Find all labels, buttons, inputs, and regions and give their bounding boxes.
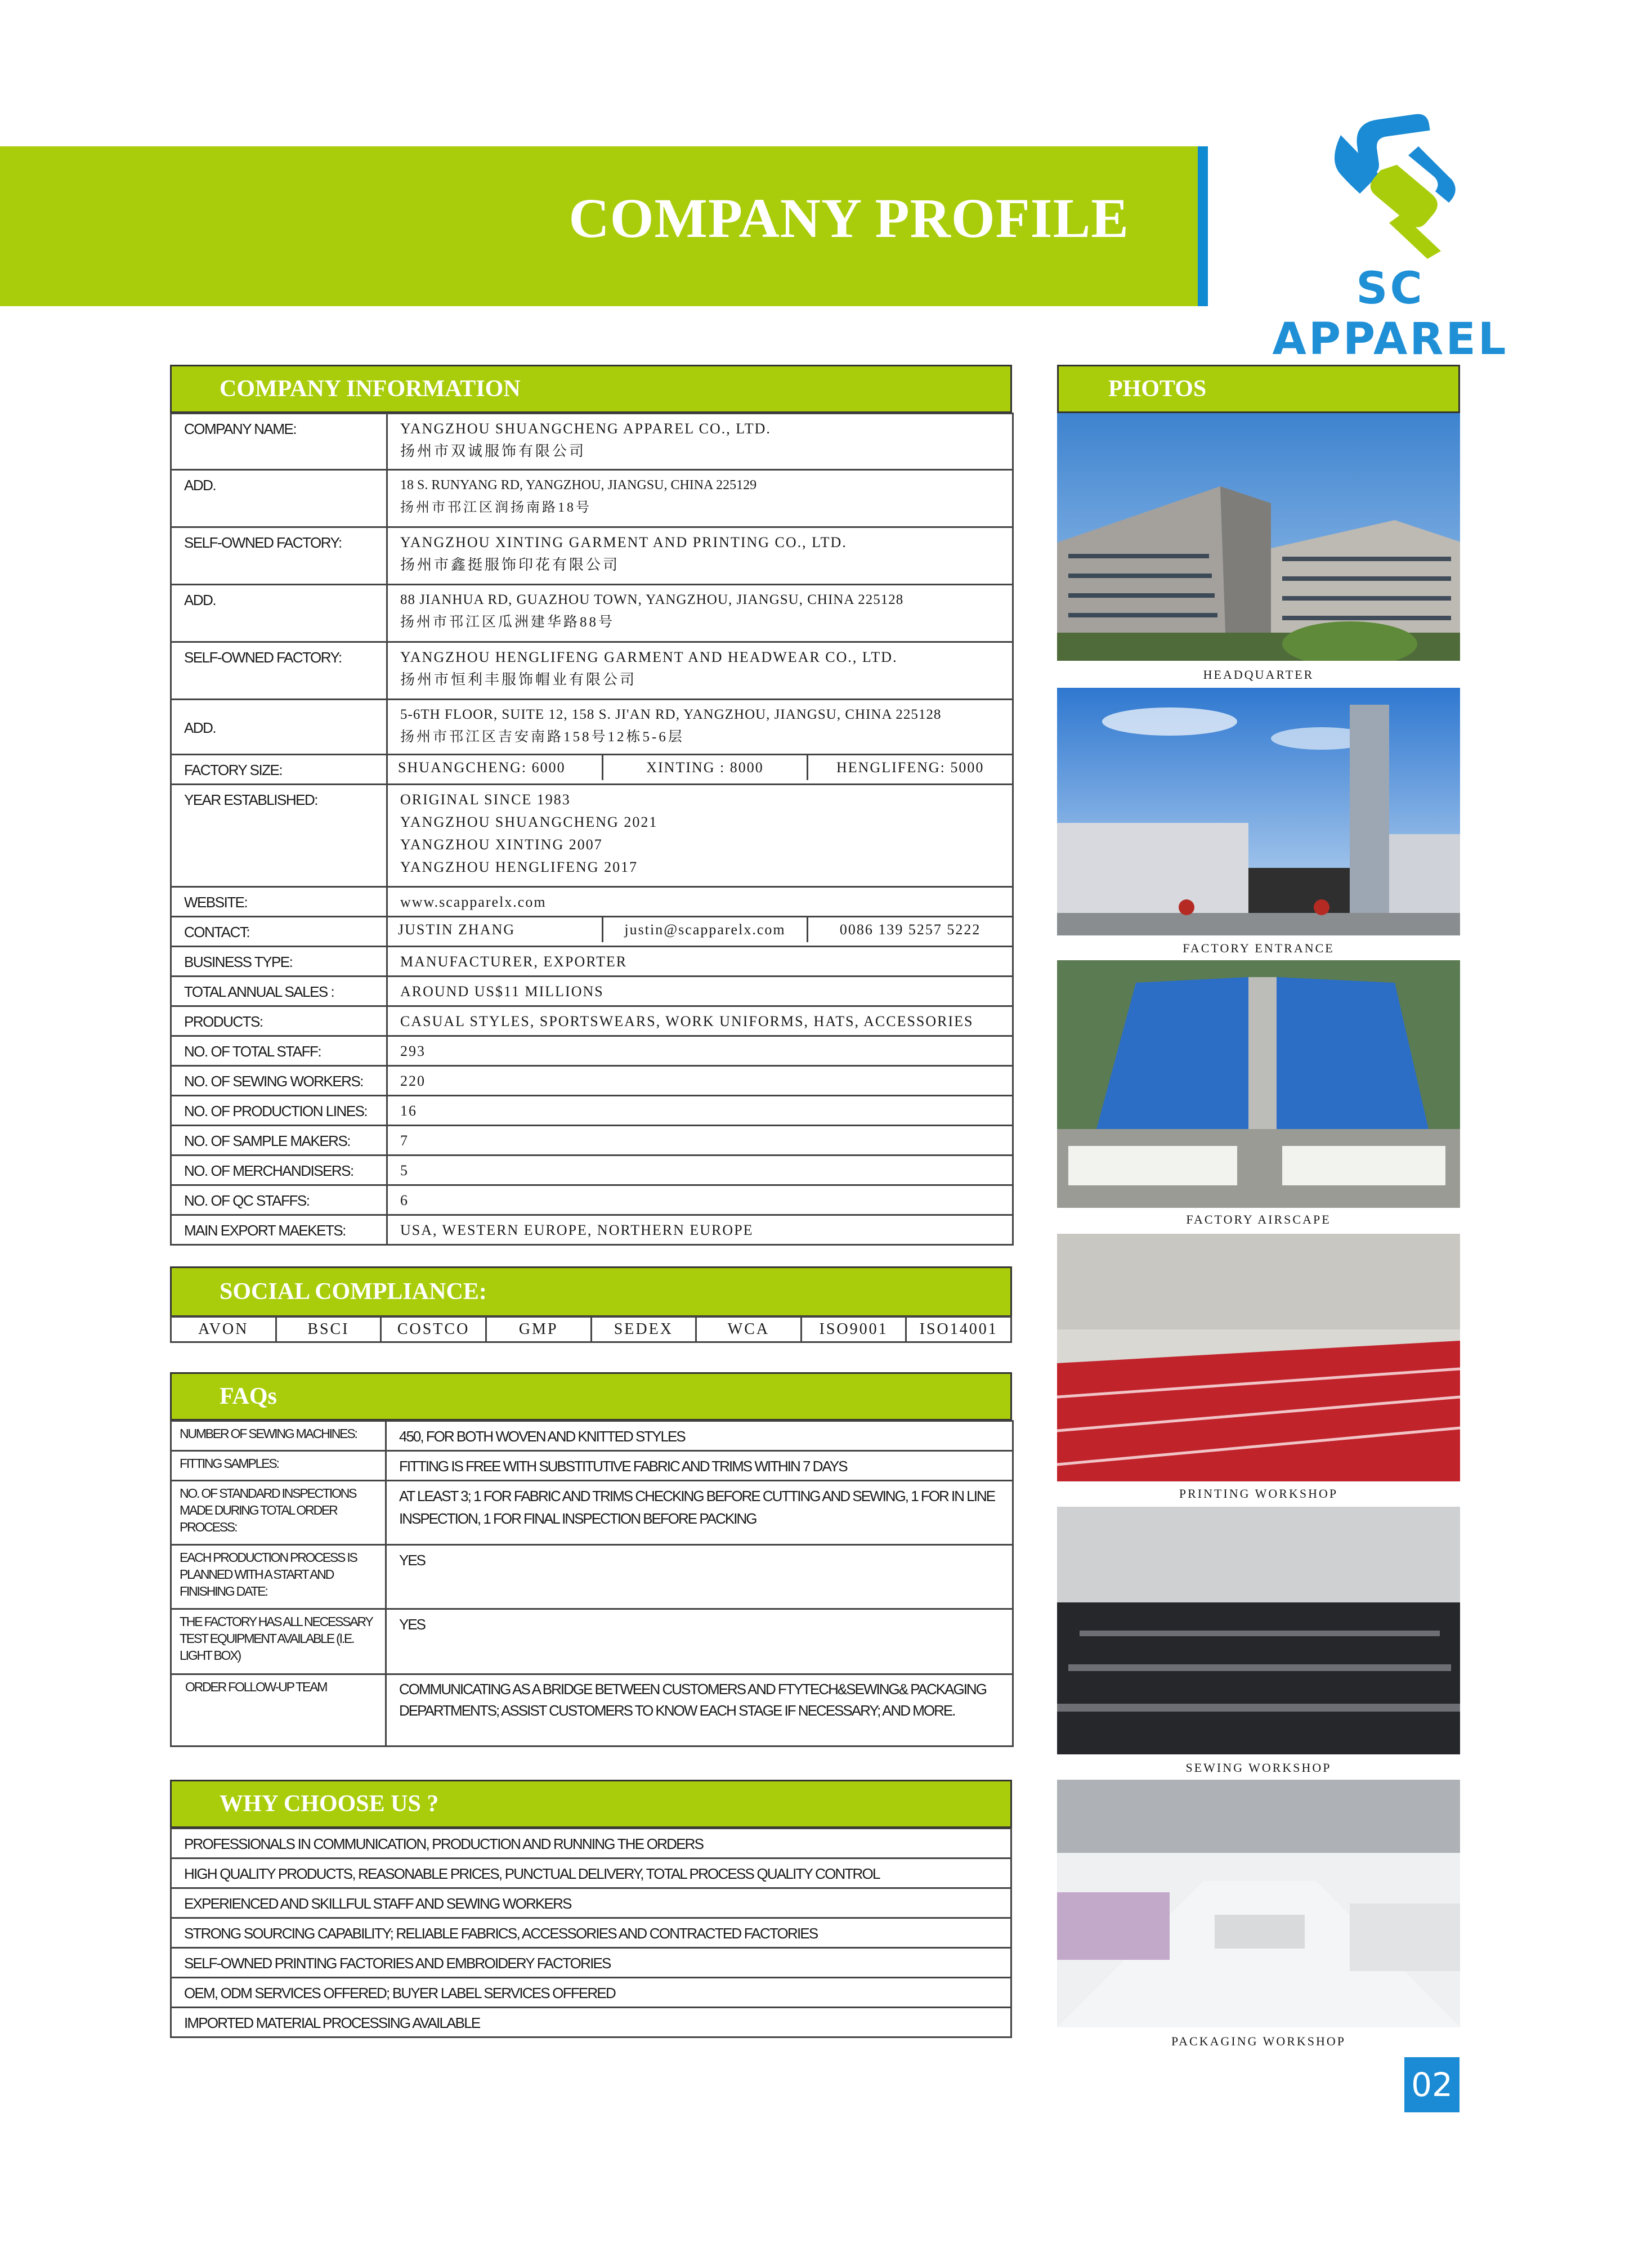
value-cn: 扬州市双诚服饰有限公司	[400, 443, 587, 459]
faq-question: THE FACTORY HAS ALL NECESSARY TEST EQUIPMENT AVAILABLE (I.E. LIGHT BOX)	[171, 1609, 386, 1674]
faqs-table	[170, 1420, 1014, 1747]
row-label: ADD.	[171, 470, 387, 527]
row-label: BUSINESS TYPE:	[171, 947, 387, 977]
photo-caption: FACTORY AIRSCAPE	[1186, 1212, 1331, 1226]
value-en: 5-6TH FLOOR, SUITE 12, 158 S. JI'AN RD, YANGZHOU, JIANGSU, CHINA 225128	[400, 707, 942, 722]
sc-logo-icon	[1244, 107, 1537, 265]
photo-caption: FACTORY ENTRANCE	[1183, 941, 1335, 955]
website-value[interactable]: www.scapparelx.com	[387, 887, 1013, 917]
row-value: CASUAL STYLES, SPORTSWEARS, WORK UNIFORMS, HATS, ACCESSORIES	[387, 1006, 1013, 1036]
why-choose-heading	[170, 1780, 1012, 1828]
table-row	[171, 947, 1013, 977]
table-row	[171, 1126, 1013, 1156]
faq-answer: COMMUNICATING AS A BRIDGE BETWEEN CUSTOMERS AND FTYTECH&SEWING& PACKAGING DEPARTMENTS; ASSIST CUSTOMERS TO KNOW EACH STAGE IF NECESSARY; AND MORE.	[386, 1674, 1013, 1747]
table-row	[171, 917, 1013, 947]
row-label: SELF-OWNED FACTORY:	[171, 527, 387, 585]
row-value	[387, 414, 1013, 470]
printing-workshop-photo	[1057, 1234, 1460, 1481]
row-label: NO. OF SAMPLE MAKERS:	[171, 1126, 387, 1156]
company-info-heading	[170, 365, 1012, 413]
value-en: YANGZHOU HENGLIFENG GARMENT AND HEADWEAR CO., LTD.	[400, 649, 898, 665]
list-item	[171, 1918, 1011, 1948]
compliance-item: ISO14001	[905, 1318, 1010, 1341]
table-row	[171, 1674, 1013, 1747]
value-en: YANGZHOU SHUANGCHENG APPAREL CO., LTD.	[400, 420, 771, 437]
section-title: SOCIAL COMPLIANCE:	[220, 1279, 487, 1305]
page-number: 02	[1404, 2057, 1460, 2112]
table-row	[171, 977, 1013, 1006]
table-row	[171, 414, 1013, 470]
compliance-list	[170, 1316, 1012, 1343]
page-title: COMPANY PROFILE	[568, 187, 1129, 249]
table-row	[171, 1545, 1013, 1609]
row-label: NO. OF TOTAL STAFF:	[171, 1036, 387, 1066]
row-value: 16	[387, 1096, 1013, 1126]
factory-size-2: XINTING : 8000	[602, 755, 807, 780]
row-label: SELF-OWNED FACTORY:	[171, 642, 387, 700]
section-title: COMPANY INFORMATION	[220, 376, 521, 402]
row-label: YEAR ESTABLISHED:	[171, 785, 387, 887]
compliance-item: AVON	[198, 1320, 249, 1338]
value-en: 18 S. RUNYANG RD, YANGZHOU, JIANGSU, CHINA 225129	[400, 478, 757, 492]
compliance-item: BSCI	[275, 1318, 380, 1341]
table-row	[171, 700, 1013, 755]
compliance-item: COSTCO	[380, 1318, 485, 1341]
value-cn: 扬州市鑫挺服饰印花有限公司	[400, 557, 620, 573]
row-value: 220	[387, 1066, 1013, 1096]
row-label: NO. OF MERCHANDISERS:	[171, 1156, 387, 1185]
row-value: USA, WESTERN EUROPE, NORTHERN EUROPE	[387, 1215, 1013, 1245]
faq-question: NO. OF STANDARD INSPECTIONS MADE DURING TOTAL ORDER PROCESS:	[171, 1481, 386, 1545]
compliance-item: GMP	[485, 1318, 590, 1341]
packaging-workshop-photo	[1057, 1780, 1460, 2027]
section-title: FAQs	[220, 1383, 277, 1409]
year-line: YANGZHOU XINTING 2007	[400, 836, 603, 853]
company-info-table	[170, 413, 1014, 1246]
table-row	[171, 1156, 1013, 1185]
contact-email[interactable]: justin@scapparelx.com	[602, 917, 807, 942]
table-row	[171, 1036, 1013, 1066]
photos-heading	[1057, 365, 1460, 413]
faq-answer: YES	[386, 1609, 1013, 1674]
row-value	[387, 755, 1013, 785]
row-label: ADD.	[171, 585, 387, 642]
row-value: 6	[387, 1185, 1013, 1215]
reason-text: PROFESSIONALS IN COMMUNICATION, PRODUCTION AND RUNNING THE ORDERS	[171, 1829, 1011, 1859]
reason-text: STRONG SOURCING CAPABILITY; RELIABLE FABRICS, ACCESSORIES AND CONTRACTED FACTORIES	[171, 1918, 1011, 1948]
row-value: MANUFACTURER, EXPORTER	[387, 947, 1013, 977]
row-value	[387, 917, 1013, 947]
row-value	[387, 470, 1013, 527]
row-label: NO. OF PRODUCTION LINES:	[171, 1096, 387, 1126]
row-value	[387, 785, 1013, 887]
faq-question: FITTING SAMPLES:	[171, 1451, 386, 1481]
row-value: 5	[387, 1156, 1013, 1185]
row-value	[387, 700, 1013, 755]
year-line: YANGZHOU SHUANGCHENG 2021	[400, 814, 658, 830]
row-label: TOTAL ANNUAL SALES :	[171, 977, 387, 1006]
list-item	[171, 1978, 1011, 2008]
row-value: AROUND US$11 MILLIONS	[387, 977, 1013, 1006]
row-value	[387, 527, 1013, 585]
section-title: WHY CHOOSE US ?	[220, 1791, 439, 1817]
row-label: WEBSITE:	[171, 887, 387, 917]
value-en: YANGZHOU XINTING GARMENT AND PRINTING CO., LTD.	[400, 534, 847, 550]
headquarter-photo	[1057, 413, 1460, 661]
photo-caption: HEADQUARTER	[1203, 668, 1314, 682]
table-row	[171, 1421, 1013, 1451]
list-item	[171, 1859, 1011, 1888]
photo-caption: SEWING WORKSHOP	[1185, 1761, 1332, 1775]
row-value	[387, 642, 1013, 700]
table-row	[171, 887, 1013, 917]
compliance-item: SEDEX	[590, 1318, 696, 1341]
reason-text: IMPORTED MATERIAL PROCESSING AVAILABLE	[171, 2008, 1011, 2037]
list-item	[171, 1948, 1011, 1978]
photo-caption: PRINTING WORKSHOP	[1179, 1486, 1338, 1501]
value-cn: 扬州市邗江区润扬南路18号	[400, 500, 592, 515]
faq-answer: YES	[386, 1545, 1013, 1609]
faq-answer: FITTING IS FREE WITH SUBSTITUTIVE FABRIC AND TRIMS WITHIN 7 DAYS	[386, 1451, 1013, 1481]
table-row	[171, 527, 1013, 585]
table-row	[171, 1006, 1013, 1036]
row-label: NO. OF QC STAFFS:	[171, 1185, 387, 1215]
row-label: CONTACT:	[171, 917, 387, 947]
faq-question: ORDER FOLLOW-UP TEAM	[171, 1674, 386, 1747]
row-label: COMPANY NAME:	[171, 414, 387, 470]
reason-text: EXPERIENCED AND SKILLFUL STAFF AND SEWING WORKERS	[171, 1888, 1011, 1918]
row-value: 7	[387, 1126, 1013, 1156]
banner-accent-stripe	[1198, 146, 1208, 306]
value-cn: 扬州市邗江区瓜洲建华路88号	[400, 615, 615, 630]
year-line: YANGZHOU HENGLIFENG 2017	[400, 859, 638, 875]
compliance-item: ISO9001	[800, 1318, 906, 1341]
logo-wordmark: SC APPAREL	[1272, 263, 1508, 365]
table-row	[171, 470, 1013, 527]
row-label: NO. OF SEWING WORKERS:	[171, 1066, 387, 1096]
list-item	[171, 2008, 1011, 2037]
factory-size-3: HENGLIFENG: 5000	[807, 755, 1012, 780]
row-value: 293	[387, 1036, 1013, 1066]
year-line: ORIGINAL SINCE 1983	[400, 791, 571, 808]
table-row	[171, 1215, 1013, 1245]
row-value	[387, 585, 1013, 642]
factory-entrance-photo	[1057, 688, 1460, 935]
photo-caption: PACKAGING WORKSHOP	[1171, 2034, 1346, 2048]
contact-name: JUSTIN ZHANG	[398, 921, 516, 938]
row-label: FACTORY SIZE:	[171, 755, 387, 785]
faq-answer: AT LEAST 3; 1 FOR FABRIC AND TRIMS CHECKING BEFORE CUTTING AND SEWING, 1 FOR IN LINE INSPECTION, 1 FOR FINAL INSPECTION BEFORE PACKING	[386, 1481, 1013, 1545]
table-row	[171, 1481, 1013, 1545]
table-row	[171, 585, 1013, 642]
section-title: PHOTOS	[1108, 376, 1207, 402]
table-row	[171, 642, 1013, 700]
sewing-workshop-photo	[1057, 1507, 1460, 1754]
company-logo	[1244, 107, 1537, 365]
factory-airscape-photo	[1057, 960, 1460, 1208]
table-row	[171, 1451, 1013, 1481]
reason-text: OEM, ODM SERVICES OFFERED; BUYER LABEL SERVICES OFFERED	[171, 1978, 1011, 2008]
table-row	[171, 755, 1013, 785]
value-en: 88 JIANHUA RD, GUAZHOU TOWN, YANGZHOU, JIANGSU, CHINA 225128	[400, 592, 904, 607]
table-row	[171, 1185, 1013, 1215]
title-banner	[0, 146, 1198, 306]
faqs-heading	[170, 1372, 1012, 1421]
faq-question: EACH PRODUCTION PROCESS IS PLANNED WITH A START AND FINISHING DATE:	[171, 1545, 386, 1609]
value-cn: 扬州市恒利丰服饰帽业有限公司	[400, 671, 637, 688]
compliance-item: WCA	[695, 1318, 800, 1341]
faq-question: NUMBER OF SEWING MACHINES:	[171, 1421, 386, 1451]
social-compliance-heading	[170, 1266, 1012, 1317]
value-cn: 扬州市邗江区吉安南路158号12栋5-6层	[400, 729, 684, 745]
row-label: MAIN EXPORT MAEKETS:	[171, 1215, 387, 1245]
factory-size-1: SHUANGCHENG: 6000	[398, 759, 566, 776]
faq-answer: 450, FOR BOTH WOVEN AND KNITTED STYLES	[386, 1421, 1013, 1451]
table-row	[171, 1066, 1013, 1096]
why-choose-table	[170, 1828, 1012, 2038]
row-label: ADD.	[171, 700, 387, 755]
contact-phone: 0086 139 5257 5222	[807, 917, 1012, 942]
list-item	[171, 1888, 1011, 1918]
table-row	[171, 785, 1013, 887]
table-row	[171, 1096, 1013, 1126]
table-row	[171, 1609, 1013, 1674]
list-item	[171, 1829, 1011, 1859]
reason-text: SELF-OWNED PRINTING FACTORIES AND EMBROIDERY FACTORIES	[171, 1948, 1011, 1978]
reason-text: HIGH QUALITY PRODUCTS, REASONABLE PRICES, PUNCTUAL DELIVERY, TOTAL PROCESS QUALITY CONTROL	[171, 1859, 1011, 1888]
row-label: PRODUCTS:	[171, 1006, 387, 1036]
